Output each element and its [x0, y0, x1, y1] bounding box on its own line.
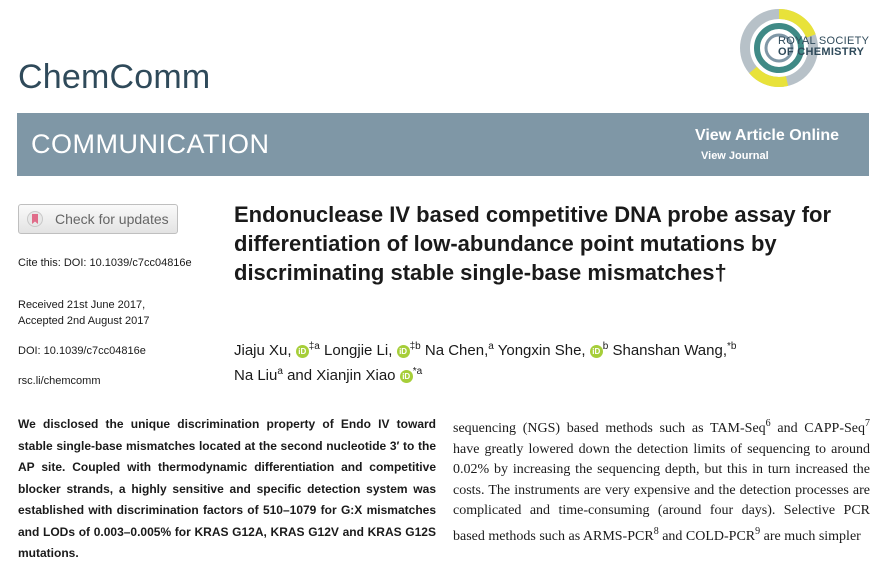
reference-mark[interactable]: 8 [653, 525, 659, 537]
author-name: Yongxin She, [497, 342, 586, 359]
author-marks: a [277, 366, 283, 377]
body-segment: have greatly lowered down the detection limits of sequencing to around 0.02% by increasing the sequencing depth, but this in turn increased the costs. The instruments are very expensive and the detection processes are complicated and time-consuming (around four days). Selective PCR based methods such as ARMS-PCR [453, 441, 870, 544]
reference-mark[interactable]: 6 [765, 418, 771, 429]
publisher-name-line2: OF CHEMISTRY [778, 46, 865, 58]
view-journal-link[interactable]: View Journal [701, 150, 769, 162]
author-marks: b [602, 341, 609, 352]
bookmark-icon [27, 211, 43, 227]
orcid-icon[interactable]: iD [296, 345, 309, 358]
doi: DOI: 10.1039/c7cc04816e [18, 345, 146, 357]
received-date: Received 21st June 2017, [18, 299, 146, 311]
reference-mark[interactable]: 7 [865, 418, 870, 429]
check-for-updates-label: Check for updates [55, 211, 169, 227]
author-marks: a [488, 341, 494, 352]
body-segment: sequencing (NGS) based methods such as TAM-Seq [453, 421, 766, 436]
author-marks: ‡a [308, 341, 320, 352]
author-marks: ‡b [409, 341, 421, 352]
accepted-date: Accepted 2nd August 2017 [18, 315, 150, 327]
author-name: Shanshan Wang, [612, 342, 728, 359]
reference-mark[interactable]: 9 [755, 525, 761, 537]
author-name: and Xianjin Xiao [287, 367, 396, 384]
orcid-icon[interactable]: iD [397, 345, 410, 358]
body-segment: and COLD-PCR [658, 528, 756, 544]
orcid-icon[interactable]: iD [590, 345, 603, 358]
journal-link[interactable]: rsc.li/chemcomm [18, 375, 101, 387]
article-type-banner [17, 113, 869, 176]
journal-name: ChemComm [18, 58, 211, 96]
author-name: Na Chen, [424, 342, 489, 359]
cite-this: Cite this: DOI: 10.1039/c7cc04816e [18, 257, 192, 269]
view-article-online-link[interactable]: View Article Online [694, 127, 839, 144]
body-segment: are much simpler [760, 528, 861, 544]
author-marks: *b [727, 341, 737, 352]
orcid-icon[interactable]: iD [400, 370, 413, 383]
body-text [453, 414, 870, 547]
article-title: Endonuclease IV based competitive DNA probe assay for differentiation of low-abundance point mutations by discriminating stable single-base mismatches† [234, 202, 832, 285]
author-list [234, 336, 864, 386]
author-name: Jiaju Xu, [234, 342, 292, 359]
author-marks: *a [412, 366, 423, 377]
author-name: Na Liu [234, 367, 278, 384]
article-type: COMMUNICATION [31, 129, 270, 159]
body-segment: and CAPP-Seq [770, 421, 865, 436]
publisher-name-line1: ROYAL SOCIETY [778, 35, 870, 47]
check-for-updates-button[interactable] [18, 204, 178, 234]
author-name: Longjie Li, [324, 342, 393, 359]
abstract: We disclosed the unique discrimination property of Endo IV toward stable single-base mismatches located at the second nucleotide 3′ to the AP site. Coupled with thermodynamic differentiation and competitive blocker strands, a highly sensitive and specific detection system was established with discrimination factors of 510–1079 for G:X mismatches and LODs of 0.003–0.005% for KRAS G12A, KRAS G12V and KRAS G12S mutations. [18, 417, 436, 560]
